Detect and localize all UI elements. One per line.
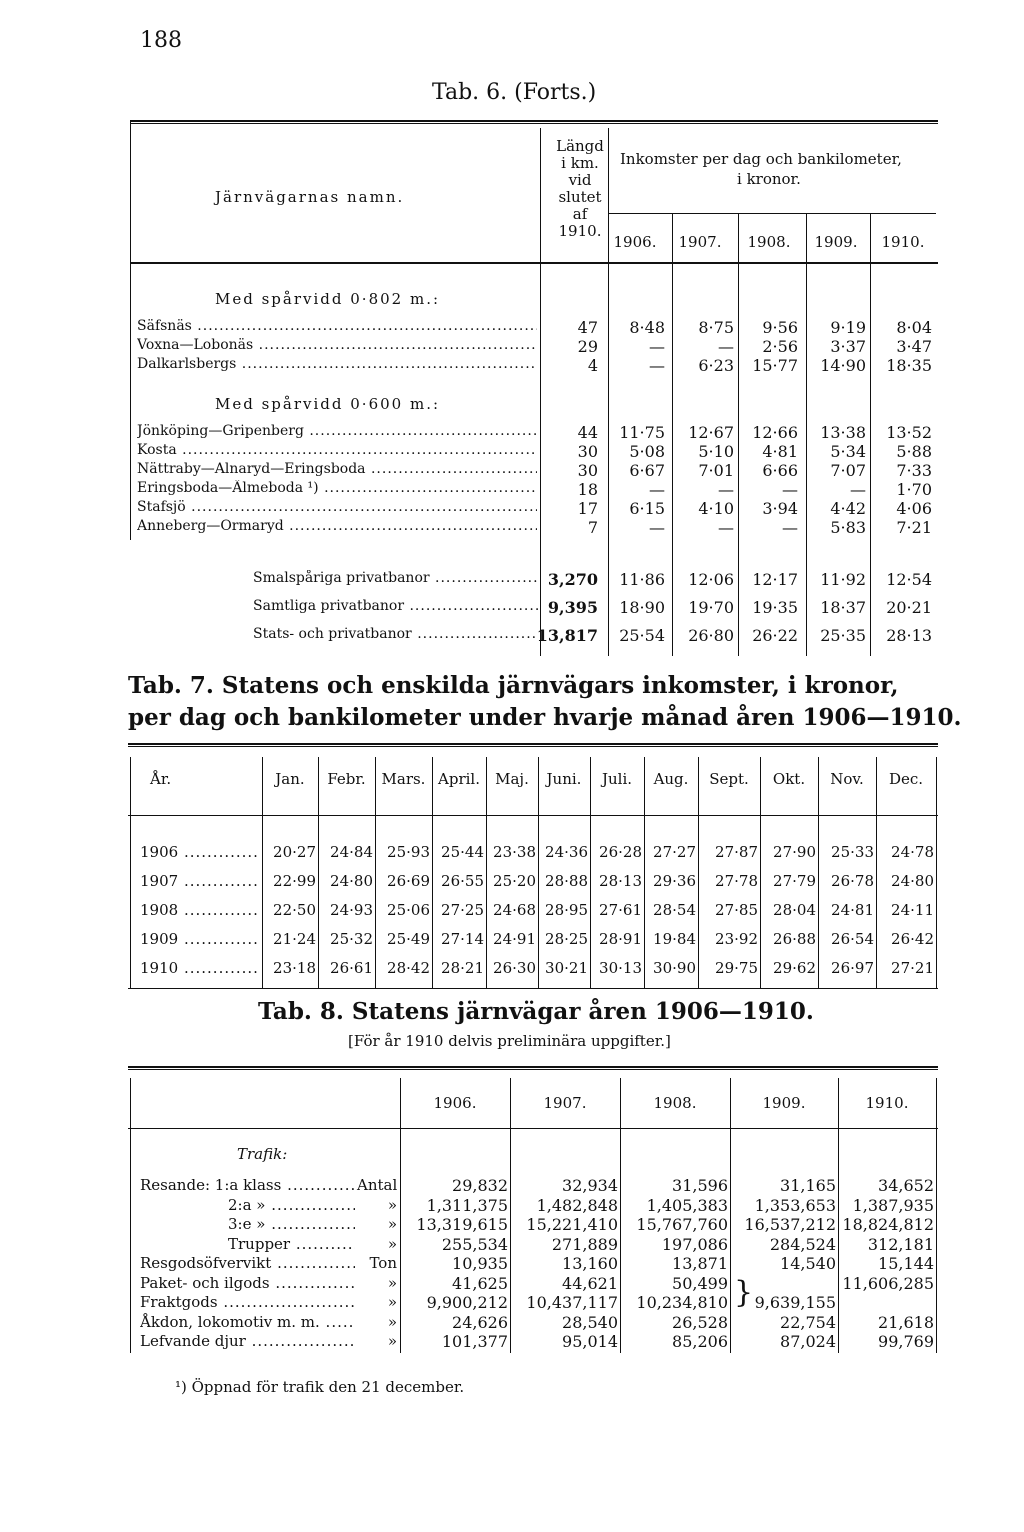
tab6-row-value: 13·38	[820, 423, 866, 442]
tab8-cell: 13,160	[562, 1254, 618, 1273]
tab8-row-unit: »	[387, 1273, 397, 1292]
tab8-row-label: Åkdon, lokomotiv m. m. .....	[140, 1313, 355, 1331]
tab6-row-value: —	[718, 480, 734, 499]
tab8-cell: 22,754	[780, 1312, 836, 1332]
tab6-row-value: 3·37	[830, 337, 866, 356]
tab6-row-km: 7	[587, 518, 598, 537]
tab7-cell: 29·62	[773, 959, 816, 977]
tab6-row-value: 5·88	[896, 442, 932, 461]
tab6-section-heading: Med spårvidd 0·600 m.:	[215, 395, 441, 413]
tab6-row-km: 18	[577, 480, 598, 499]
tab7-cell: 29·75	[715, 959, 758, 977]
tab7-cell: 25·32	[330, 930, 373, 948]
tab7-cell: 22·99	[273, 872, 316, 890]
tab8-cell: 31,165	[780, 1176, 836, 1195]
tab8-cell: 101,377	[441, 1332, 508, 1351]
tab7-cell: 27·61	[599, 901, 642, 919]
tab7-cell: 24·91	[493, 930, 536, 948]
tab7-cell: 28·91	[599, 930, 642, 948]
tab6-row-value: 3·47	[896, 337, 932, 356]
tab6-row-value: —	[718, 337, 734, 356]
tab8-year-header: 1906.	[433, 1094, 477, 1112]
tab7-month-header: Febr.	[327, 770, 366, 788]
tab8-row-unit: »	[387, 1195, 397, 1214]
tab6-row-name: Stafsjö .....	[137, 499, 537, 515]
tab6-top-rule	[130, 120, 938, 122]
tab7-cell: 27·87	[715, 843, 758, 861]
tab7-cell: 27·78	[715, 872, 758, 890]
tab7-cell: 28·04	[773, 901, 816, 919]
tab8-cell: 13,319,615	[416, 1215, 508, 1234]
tab8-cell: 31,596	[672, 1176, 728, 1195]
tab8-cell: 95,014	[562, 1332, 618, 1351]
tab8-cell: 41,625	[452, 1273, 508, 1293]
tab8-row-unit: Antal	[357, 1176, 398, 1194]
tab7-cell: 24·68	[493, 901, 536, 919]
tab8-row-label: 3:e » .....	[228, 1215, 355, 1233]
tab7-cell: 27·27	[653, 843, 696, 861]
tab8-row-unit: »	[387, 1312, 397, 1331]
tab8-cell: 1,482,848	[536, 1195, 618, 1215]
tab6-total-value: 28·13	[886, 626, 932, 645]
tab6-row-value: —	[649, 480, 665, 499]
tab8-cell: 10,437,117	[526, 1293, 618, 1312]
tab6-row-name: Säfsnäs .....	[137, 318, 537, 334]
tab8-left-border	[130, 1078, 131, 1353]
tab7-cell: 25·33	[831, 843, 874, 861]
tab8-cell: 85,206	[672, 1332, 728, 1351]
tab6-header-divider	[672, 214, 673, 262]
tab7-cell: 28·21	[441, 959, 484, 977]
tab6-row-name: Jönköping—Gripenberg .....	[137, 423, 537, 439]
tab7-cell: 24·80	[330, 872, 373, 890]
tab8-cell: 24,626	[452, 1312, 508, 1332]
tab7-month-header: April.	[438, 770, 480, 788]
tab7-month-header: Juni.	[546, 770, 582, 788]
tab7-cell: 26·61	[330, 959, 373, 977]
tab8-cell: 50,499	[672, 1273, 728, 1293]
tab6-row-value: 9·19	[830, 318, 866, 337]
tab6-row-value: 8·48	[629, 318, 665, 337]
tab6-row-value: 4·10	[698, 499, 734, 518]
tab7-year-header: År.	[150, 770, 172, 788]
tab6-row-value: —	[718, 518, 734, 537]
tab8-cell: 29,832	[452, 1176, 508, 1195]
tab8-cell: 1,353,653	[754, 1195, 836, 1215]
tab6-row-name: Nättraby—Alnaryd—Eringsboda .....	[137, 461, 537, 477]
tab6-year-header: 1908.	[747, 233, 791, 251]
tab8-cell: 11,606,285	[842, 1273, 934, 1293]
tab7-cell: 28·42	[387, 959, 430, 977]
tab6-row-value: 7·21	[896, 518, 932, 537]
tab6-left-border	[130, 120, 131, 540]
tab8-row-unit: »	[387, 1234, 397, 1253]
tab8-cell: 10,935	[452, 1254, 508, 1273]
tab7-cell: 26·78	[831, 872, 874, 890]
tab7-month-header: Sept.	[709, 770, 749, 788]
tab8-row-label: 2:a » .....	[228, 1196, 355, 1214]
tab6-year-header: 1906.	[613, 233, 657, 251]
tab7-cell: 28·25	[545, 930, 588, 948]
tab8-cell: 1,405,383	[646, 1195, 728, 1215]
tab6-row-name: Anneberg—Ormaryd .....	[137, 518, 537, 534]
tab7-month-header: Aug.	[653, 770, 689, 788]
tab6-row-value: 8·75	[698, 318, 734, 337]
tab8-cell: 44,621	[562, 1273, 618, 1293]
brace-mark: }	[734, 1275, 754, 1310]
tab6-row-name: Eringsboda—Älmeboda ¹) .....	[137, 480, 537, 496]
tab7-cell: 30·21	[545, 959, 588, 977]
tab7-row-year: 1909 .....	[140, 930, 260, 948]
tab8-cell: 21,618	[878, 1312, 934, 1332]
tab7-cell: 27·85	[715, 901, 758, 919]
tab6-year-header: 1907.	[678, 233, 722, 251]
tab7-title-line2: per dag och bankilometer under hvarje månad åren 1906—1910.	[128, 704, 962, 731]
tab6-total-name: Stats- och privatbanor .....	[253, 626, 538, 642]
tab7-month-header: Juli.	[601, 770, 633, 788]
tab8-year-header: 1908.	[653, 1094, 697, 1112]
tab6-row-value: 4·81	[762, 442, 798, 461]
tab6-income-header-2: i kronor.	[737, 170, 801, 188]
tab8-cell: 284,524	[769, 1234, 836, 1254]
tab6-total-value: 18·90	[619, 598, 665, 617]
tab7-row-year: 1910 .....	[140, 959, 260, 977]
tab6-year-header: 1909.	[814, 233, 858, 251]
tab7-cell: 24·84	[330, 843, 373, 861]
page-number: 188	[140, 28, 182, 53]
tab6-row-value: 3·94	[762, 499, 798, 518]
tab6-row-km: 17	[577, 499, 598, 518]
tab8-cell: 16,537,212	[744, 1215, 836, 1234]
tab6-row-km: 47	[577, 318, 598, 337]
tab7-cell: 20·27	[273, 843, 316, 861]
tab6-row-value: 11·75	[619, 423, 665, 442]
tab7-cell: 24·11	[891, 901, 934, 919]
tab6-total-value: 18·37	[820, 598, 866, 617]
tab6-row-value: 7·07	[830, 461, 866, 480]
tab6-row-value: 6·67	[629, 461, 665, 480]
tab6-row-value: 8·04	[896, 318, 932, 337]
tab7-cell: 25·93	[387, 843, 430, 861]
tab7-cell: 26·42	[891, 930, 934, 948]
tab7-cell: 26·28	[599, 843, 642, 861]
tab6-row-value: 5·08	[629, 442, 665, 461]
tab8-row-label: Paket- och ilgods .....	[140, 1274, 355, 1292]
tab6-row-value: 7·01	[698, 461, 734, 480]
tab6-row-km: 4	[587, 356, 598, 375]
tab6-row-value: 14·90	[820, 356, 866, 375]
tab8-cell: 28,540	[562, 1312, 618, 1332]
tab6-row-value: 5·10	[698, 442, 734, 461]
tab8-cell: 15,767,760	[636, 1215, 728, 1234]
tab7-cell: 21·24	[273, 930, 316, 948]
tab8-row-label: Resande: 1:a klass .....	[140, 1176, 355, 1194]
tab7-month-header: Maj.	[495, 770, 529, 788]
tab6-row-value: —	[782, 480, 798, 499]
tab6-total-name: Samtliga privatbanor .....	[253, 598, 538, 614]
tab8-year-header: 1907.	[543, 1094, 587, 1112]
tab7-cell: 27·14	[441, 930, 484, 948]
tab7-cell: 24·81	[831, 901, 874, 919]
tab6-header-divider	[870, 214, 871, 262]
tab8-row-unit: Ton	[369, 1254, 397, 1272]
tab6-row-value: 12·66	[752, 423, 798, 442]
tab6-total-value: 19·70	[688, 598, 734, 617]
tab6-row-value: 5·83	[830, 518, 866, 537]
tab7-cell: 23·38	[493, 843, 536, 861]
tab7-cell: 22·50	[273, 901, 316, 919]
tab6-row-value: —	[649, 337, 665, 356]
tab7-cell: 26·88	[773, 930, 816, 948]
tab6-header-divider	[540, 128, 541, 262]
tab8-cell: 1,387,935	[852, 1195, 934, 1215]
tab8-cell: 87,024	[780, 1332, 836, 1351]
tab7-cell: 27·90	[773, 843, 816, 861]
tab7-column-divider	[936, 757, 937, 989]
tab8-cell: 26,528	[672, 1312, 728, 1332]
tab8-cell: 34,652	[878, 1176, 934, 1195]
tab8-cell: 13,871	[672, 1254, 728, 1273]
tab7-cell: 25·20	[493, 872, 536, 890]
tab8-year-header: 1910.	[865, 1094, 909, 1112]
tab6-total-value: 26·80	[688, 626, 734, 645]
tab7-cell: 27·25	[441, 901, 484, 919]
tab6-name-header: Järnvägarnas namn.	[215, 188, 405, 206]
tab8-cell: 197,086	[661, 1234, 728, 1254]
tab7-cell: 30·90	[653, 959, 696, 977]
tab8-row-unit: »	[387, 1215, 397, 1233]
tab7-month-header: Dec.	[888, 770, 924, 788]
tab6-row-value: 6·15	[629, 499, 665, 518]
tab6-total-value: 20·21	[886, 598, 932, 617]
tab6-row-value: 4·06	[896, 499, 932, 518]
tab8-cell: 15,221,410	[526, 1215, 618, 1234]
tab7-header-rule	[128, 815, 938, 816]
tab7-cell: 23·18	[273, 959, 316, 977]
tab7-cell: 28·95	[545, 901, 588, 919]
tab8-cell: 18,824,812	[842, 1215, 934, 1234]
tab8-cell: 312,181	[867, 1234, 934, 1254]
tab8-year-header: 1909.	[762, 1094, 806, 1112]
tab6-row-value: 5·34	[830, 442, 866, 461]
tab7-cell: 27·21	[891, 959, 934, 977]
tab7-row-year: 1906 .....	[140, 843, 260, 861]
tab7-cell: 24·93	[330, 901, 373, 919]
tab7-cell: 26·54	[831, 930, 874, 948]
tab6-total-value: 11·86	[619, 570, 665, 589]
tab6-row-value: 4·42	[830, 499, 866, 518]
tab6-income-header: Inkomster per dag och bankilometer,	[620, 150, 902, 168]
tab6-row-value: 2·56	[762, 337, 798, 356]
tab6-header-rule	[130, 262, 938, 264]
tab7-cell: 26·97	[831, 959, 874, 977]
tab6-title: Tab. 6. (Forts.)	[432, 80, 597, 105]
tab7-month-header: Okt.	[772, 770, 806, 788]
tab8-cell: 9,900,212	[426, 1293, 508, 1312]
footnote: ¹) Öppnad för trafik den 21 december.	[175, 1378, 465, 1396]
tab8-cell: 1,311,375	[426, 1195, 508, 1215]
tab8-cell: 271,889	[551, 1234, 618, 1254]
tab6-row-value: 9·56	[762, 318, 798, 337]
tab8-cell: 32,934	[562, 1176, 618, 1195]
tab6-row-value: 1·70	[896, 480, 932, 499]
tab7-cell: 25·49	[387, 930, 430, 948]
tab6-row-name: Voxna—Lobonäs .....	[137, 337, 537, 353]
tab6-total-value: 25·35	[820, 626, 866, 645]
tab6-header-divider	[738, 214, 739, 262]
tab7-cell: 25·06	[387, 901, 430, 919]
tab6-header-divider	[806, 214, 807, 262]
tab7-cell: 27·79	[773, 872, 816, 890]
tab7-cell: 26·55	[441, 872, 484, 890]
tab7-cell: 25·44	[441, 843, 484, 861]
tab8-row-label: Trupper .....	[228, 1235, 355, 1253]
tab6-row-value: 18·35	[886, 356, 932, 375]
tab7-cell: 26·69	[387, 872, 430, 890]
tab6-total-km: 3,270	[547, 570, 598, 589]
tab6-header-divider	[608, 128, 609, 262]
tab6-total-value: 12·54	[886, 570, 932, 589]
tab7-cell: 30·13	[599, 959, 642, 977]
tab6-row-value: 6·23	[698, 356, 734, 375]
tab8-subtitle: [För år 1910 delvis preliminära uppgifter.]	[348, 1032, 671, 1050]
tab8-top-rule	[128, 1066, 938, 1068]
tab8-row-label: Resgodsöfvervikt .....	[140, 1254, 355, 1272]
tab8-title: Tab. 8. Statens järnvägar åren 1906—1910.	[258, 998, 814, 1025]
tab7-month-header: Nov.	[830, 770, 864, 788]
tab8-header-rule	[128, 1128, 938, 1129]
tab6-row-km: 29	[577, 337, 598, 356]
tab6-row-value: —	[850, 480, 866, 499]
tab7-month-header: Jan.	[275, 770, 305, 788]
tab7-cell: 24·36	[545, 843, 588, 861]
tab6-total-km: 9,395	[547, 598, 598, 617]
tab6-row-value: 13·52	[886, 423, 932, 442]
tab6-total-value: 12·06	[688, 570, 734, 589]
tab7-cell: 19·84	[653, 930, 696, 948]
tab7-row-year: 1908 .....	[140, 901, 260, 919]
tab8-cell: 9,639,155	[754, 1293, 836, 1312]
tab6-total-value: 19·35	[752, 598, 798, 617]
tab6-row-value: 12·67	[688, 423, 734, 442]
tab7-cell: 26·30	[493, 959, 536, 977]
tab6-row-name: Dalkarlsbergs .....	[137, 356, 537, 372]
tab6-total-value: 25·54	[619, 626, 665, 645]
tab6-row-value: —	[782, 518, 798, 537]
tab7-left-border	[130, 757, 131, 989]
tab6-row-value: —	[649, 518, 665, 537]
tab8-column-divider	[936, 1078, 937, 1353]
tab6-row-km: 44	[577, 423, 598, 442]
tab6-total-value: 12·17	[752, 570, 798, 589]
tab7-month-header: Mars.	[381, 770, 426, 788]
tab8-section-label: Trafik:	[237, 1145, 288, 1163]
tab7-cell: 23·92	[715, 930, 758, 948]
tab8-row-label: Fraktgods .....	[140, 1293, 355, 1311]
tab6-year-header: 1910.	[881, 233, 925, 251]
tab8-row-unit: »	[387, 1293, 397, 1311]
tab8-cell: 15,144	[878, 1254, 934, 1273]
tab6-row-value: —	[649, 356, 665, 375]
tab6-row-km: 30	[577, 442, 598, 461]
tab7-bottom-rule	[128, 988, 938, 989]
tab6-row-name: Kosta .....	[137, 442, 537, 458]
tab8-row-unit: »	[387, 1332, 397, 1350]
tab7-cell: 28·13	[599, 872, 642, 890]
tab7-cell: 29·36	[653, 872, 696, 890]
tab6-section-heading: Med spårvidd 0·802 m.:	[215, 290, 441, 308]
tab6-total-value: 26·22	[752, 626, 798, 645]
tab8-row-label: Lefvande djur .....	[140, 1332, 355, 1350]
tab7-top-rule	[128, 743, 938, 745]
tab6-row-km: 30	[577, 461, 598, 480]
tab6-total-km: 13,817	[536, 626, 598, 645]
tab7-row-year: 1907 .....	[140, 872, 260, 890]
tab8-cell: 14,540	[780, 1254, 836, 1273]
tab6-row-value: 6·66	[762, 461, 798, 480]
tab6-total-name: Smalspåriga privatbanor .....	[253, 570, 538, 586]
tab7-cell: 24·80	[891, 872, 934, 890]
tab8-cell: 10,234,810	[636, 1293, 728, 1312]
tab6-row-value: 7·33	[896, 461, 932, 480]
tab8-cell: 99,769	[878, 1332, 934, 1351]
tab6-row-value: 15·77	[752, 356, 798, 375]
tab7-cell: 24·78	[891, 843, 934, 861]
tab7-title-line1: Tab. 7. Statens och enskilda järnvägars inkomster, i kronor,	[128, 672, 899, 699]
tab6-total-value: 11·92	[820, 570, 866, 589]
tab7-cell: 28·88	[545, 872, 588, 890]
tab6-length-header: Längd i km. vid slutet af 1910.	[556, 137, 604, 240]
tab7-cell: 28·54	[653, 901, 696, 919]
tab8-cell: 255,534	[441, 1234, 508, 1254]
